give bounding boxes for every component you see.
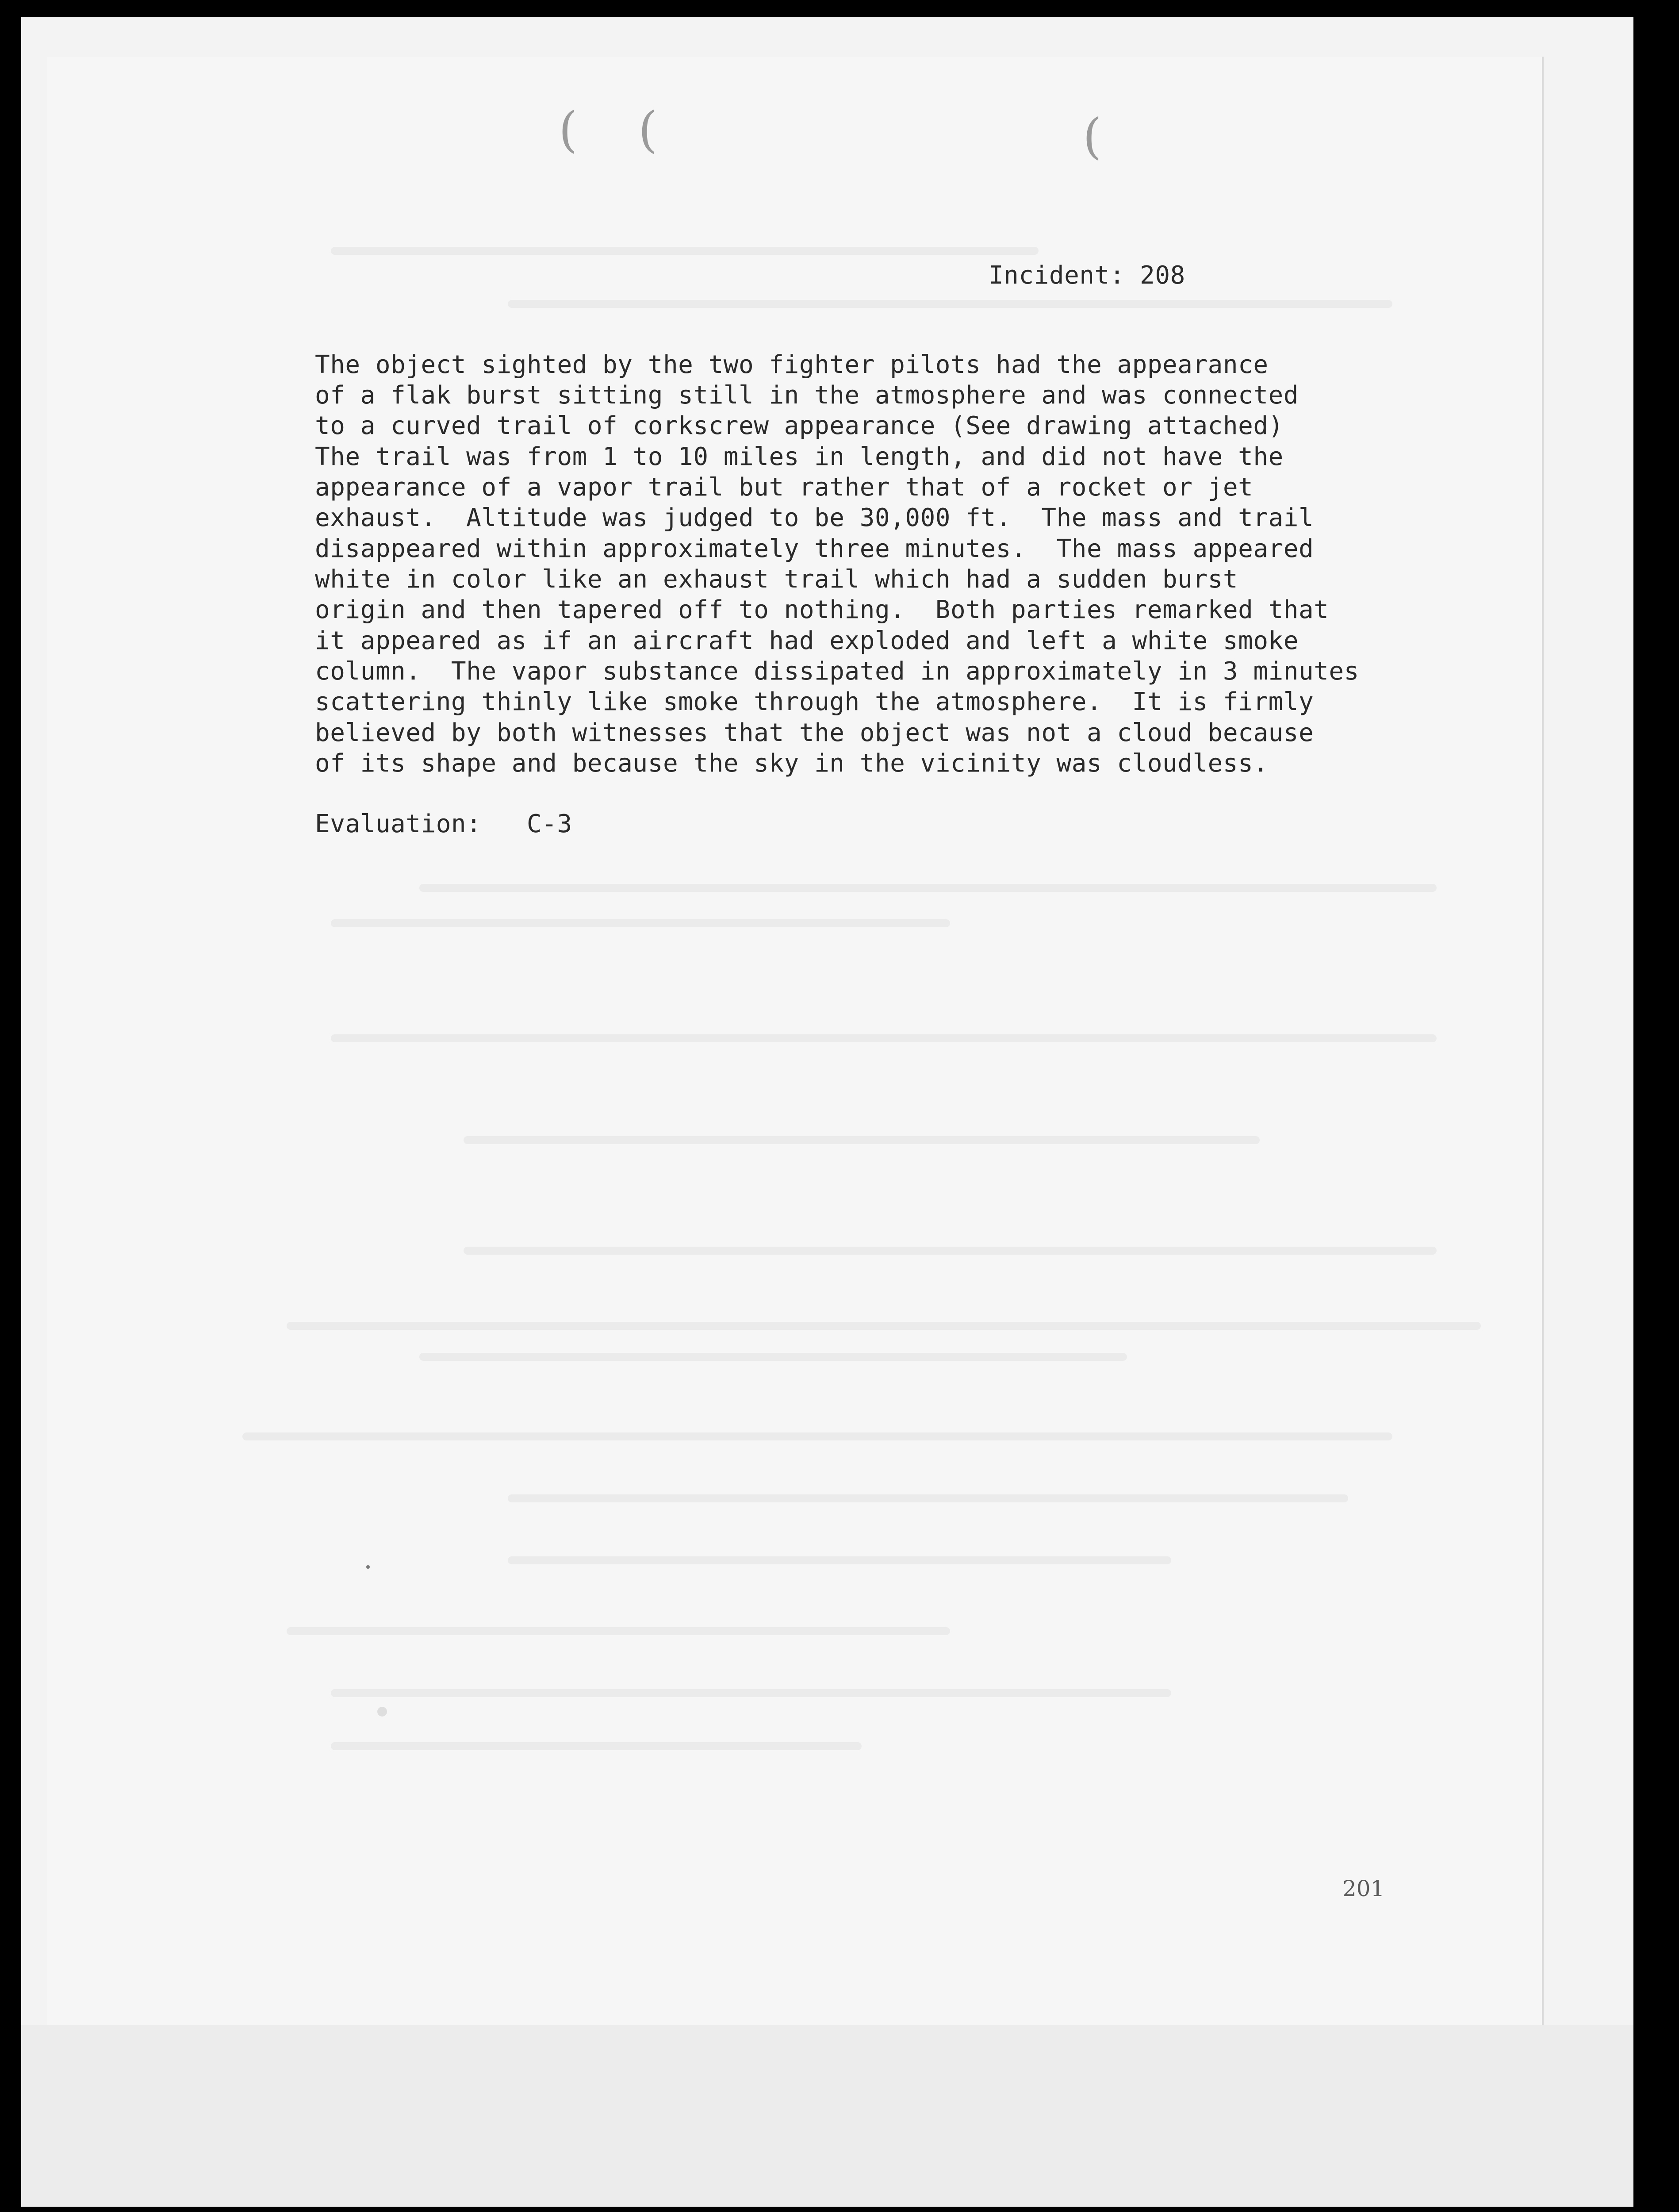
incident-label: Incident:: [989, 261, 1125, 290]
report-body-line: to a curved trail of corkscrew appearance (See drawing attached): [315, 411, 1284, 440]
report-body-line: white in color like an exhaust trail which had a sudden burst: [315, 565, 1238, 594]
incident-heading: [989, 261, 1185, 290]
evaluation-label: Evaluation:: [315, 810, 482, 838]
ink-speck: [366, 1565, 370, 1569]
report-body-line: exhaust. Altitude was judged to be 30,000 ft. The mass and trail: [315, 503, 1314, 532]
binder-mark: (: [638, 101, 657, 158]
bleed-through-line: [508, 300, 1392, 308]
report-body-line: The object sighted by the two fighter pilots had the appearance: [315, 350, 1269, 379]
bleed-through-line: [287, 1627, 950, 1635]
bleed-through-line: [508, 1556, 1171, 1564]
incident-number: 208: [1140, 261, 1185, 290]
binder-mark: (: [559, 101, 578, 158]
bleed-through-line: [331, 1689, 1171, 1697]
bleed-through-line: [287, 1322, 1481, 1330]
report-body-line: origin and then tapered off to nothing. Both parties remarked that: [315, 595, 1329, 624]
report-body-line: scattering thinly like smoke through the atmosphere. It is firmly: [315, 687, 1314, 716]
ink-speck: [377, 1707, 387, 1717]
evaluation-line: [315, 810, 572, 838]
bleed-through-line: [508, 1494, 1348, 1502]
bleed-through-line: [331, 247, 1039, 255]
page-bottom-shadow: [21, 2025, 1633, 2207]
bleed-through-line: [419, 884, 1437, 892]
bleed-through-line: [419, 1353, 1127, 1361]
report-body-line: of its shape and because the sky in the vicinity was cloudless.: [315, 749, 1269, 778]
report-body-line: column. The vapor substance dissipated in approximately in 3 minutes: [315, 657, 1359, 686]
bleed-through-line: [331, 1034, 1437, 1042]
page-number: 201: [1342, 1876, 1385, 1901]
bleed-through-line: [331, 1742, 862, 1750]
bleed-through-line: [464, 1247, 1437, 1255]
report-body-line: The trail was from 1 to 10 miles in length, and did not have the: [315, 442, 1284, 471]
report-body-line: disappeared within approximately three minutes. The mass appeared: [315, 534, 1314, 563]
evaluation-value: C-3: [527, 810, 572, 838]
report-body-line: appearance of a vapor trail but rather that of a rocket or jet: [315, 473, 1254, 502]
bleed-through-line: [242, 1432, 1392, 1440]
report-body-line: believed by both witnesses that the object was not a cloud because: [315, 718, 1314, 747]
bleed-through-line: [464, 1136, 1260, 1144]
bleed-through-line: [331, 919, 950, 927]
document-page: [21, 17, 1633, 2207]
report-body-line: of a flak burst sitting still in the atmosphere and was connected: [315, 381, 1299, 410]
report-body-line: it appeared as if an aircraft had exploded and left a white smoke: [315, 626, 1299, 655]
binder-mark: (: [1083, 108, 1102, 165]
